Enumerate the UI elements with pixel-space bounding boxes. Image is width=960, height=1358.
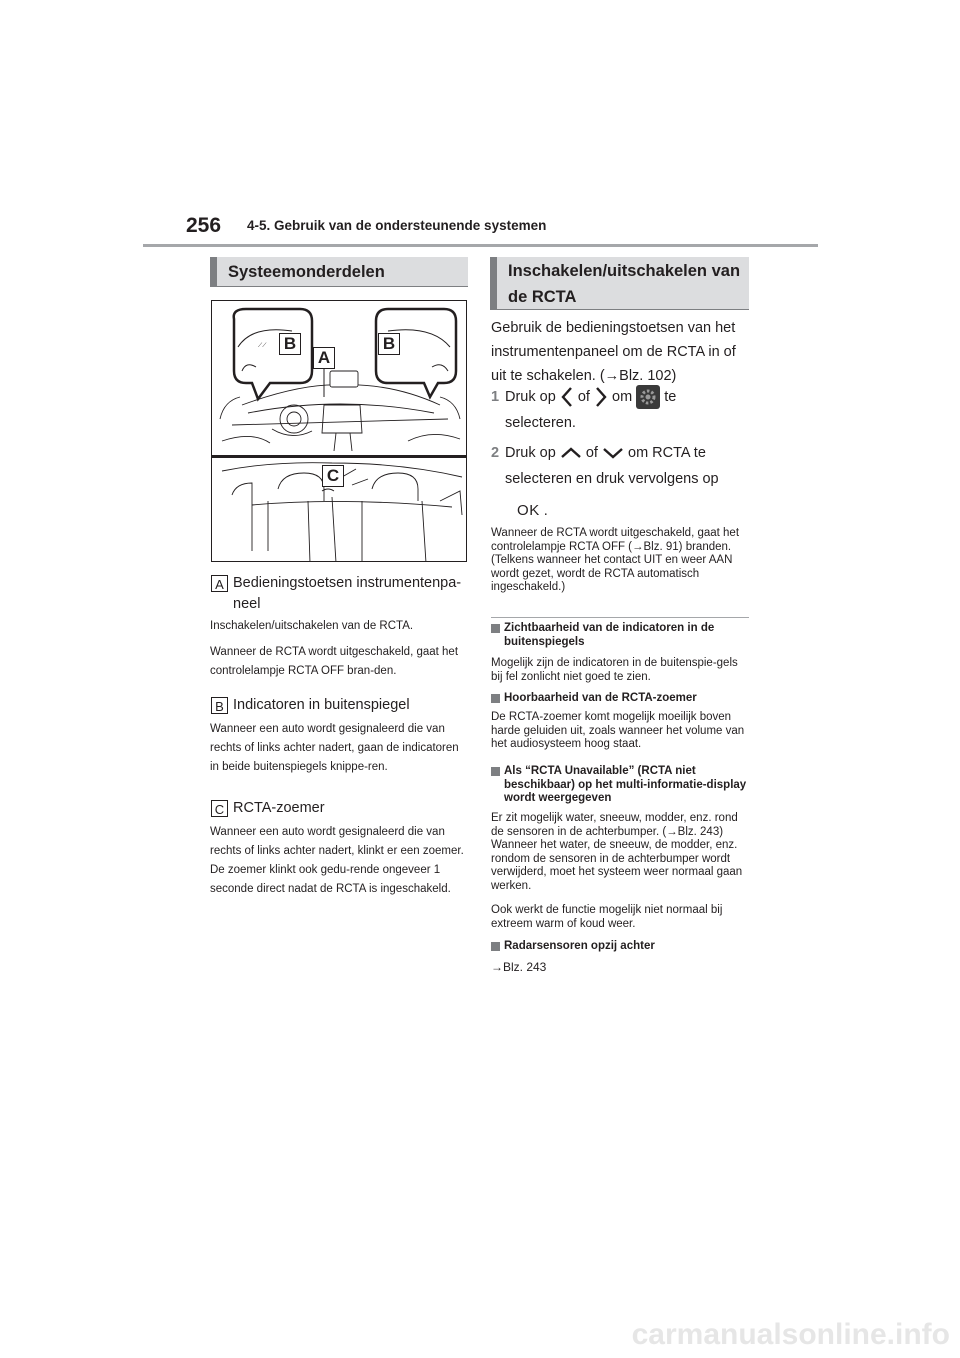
notes-divider [491, 617, 749, 618]
step-2 [491, 440, 749, 524]
item-a [211, 573, 469, 615]
section-heading-inschakelen [490, 257, 749, 309]
item-c [211, 798, 469, 819]
item-b-paragraph-1: Wanneer een auto wordt gesignaleerd die van rechts of links achter nadert, gaan de indicatoren in beide buitenspiegels knippe-ren. [210, 723, 459, 773]
item-a-paragraph-1: Inschakelen/uitschakelen van de RCTA. [210, 620, 414, 632]
letter-box-a: A [211, 575, 228, 592]
note-1-text: Mogelijk zijn de indicatoren in de buitenspie-gels bij fel zonlicht niet goed te zien. [491, 657, 738, 683]
note-bullet-square [491, 942, 500, 951]
step-1-om: om [612, 389, 633, 405]
chevron-up-icon [560, 446, 582, 460]
header-divider [143, 244, 818, 247]
chevron-left-icon [560, 386, 574, 408]
item-b-title: Indicatoren in buitenspiegel [233, 697, 410, 713]
note-2-title: Hoorbaarheid van de RCTA-zoemer [491, 692, 749, 706]
note-4-text: →Blz. 243 [491, 960, 547, 974]
item-a-title-line1: Bedieningstoetsen instrumentenpa- [233, 575, 462, 591]
car-interior-illustration [212, 301, 467, 562]
section-heading-systeemonderdelen: Systeemonderdelen [210, 257, 468, 286]
step-1-post: te [664, 389, 677, 405]
item-a-paragraph-2: Wanneer de RCTA wordt uitgeschakeld, gaat het controlelampje RCTA OFF bran-den. [210, 646, 459, 677]
section-heading-line1: Inschakelen/uitschakelen van [508, 262, 741, 280]
settings-gear-icon [636, 385, 660, 409]
step-1-pre: Druk op [505, 389, 556, 405]
step-2-end: . [543, 503, 548, 519]
intro-paragraph: Gebruik de bedieningstoetsen van het instrumentenpaneel om de RCTA in of uit te schakelen. (→Blz. 102) [491, 320, 736, 384]
step-1-number: 1 [491, 389, 500, 405]
step-2-number: 2 [491, 445, 500, 461]
figure-label-a: A [313, 347, 335, 369]
step-1 [491, 384, 749, 436]
letter-box-b: B [211, 697, 228, 714]
figure-label-b-left: B [279, 333, 301, 355]
ok-button-icon: OK [517, 502, 540, 519]
letter-box-c: C [211, 800, 228, 817]
note-3-text-2: Ook werkt de functie mogelijk niet normaal bij extreem warm of koud weer. [491, 904, 723, 930]
note-1-title: Zichtbaarheid van de indicatoren in de buitenspiegels [491, 622, 749, 649]
chevron-right-icon [594, 386, 608, 408]
item-a-title-line2: neel [233, 596, 261, 612]
note-bullet-square [491, 694, 500, 703]
rcta-off-note: Wanneer de RCTA wordt uitgeschakeld, gaat het controlelampje RCTA OFF (→Blz. 91) branden. (Telkens wanneer het contact UIT en weer AAN wordt gezet, wordt de RCTA automatisch ingeschakeld.) [491, 527, 740, 593]
figure-label-c: C [322, 465, 344, 487]
item-b [211, 695, 469, 716]
chapter-title: 4-5. Gebruik van de ondersteunende systemen [247, 218, 547, 233]
item-c-title: RCTA-zoemer [233, 800, 325, 816]
svg-text:⟋⟋: ⟋⟋ [258, 342, 267, 349]
item-c-paragraph-1: Wanneer een auto wordt gesignaleerd die van rechts of links achter nadert, klinkt er een zoemer. De zoemer klinkt ook gedu-rende ongeveer 1 seconde direct nadat de RCTA is ingeschakeld. [210, 826, 464, 895]
section-heading-underline-right [490, 309, 749, 310]
section-heading-line2: de RCTA [508, 288, 577, 306]
step-2-post: om RCTA te [628, 445, 706, 461]
step-2-of: of [585, 445, 598, 461]
site-watermark: carmanualsonline.info [631, 1318, 950, 1351]
note-2-text: De RCTA-zoemer komt mogelijk moeilijk boven harde geluiden uit, zoals wanneer het volume van het audiosysteem hoog staat. [491, 711, 745, 750]
page-number: 256 [186, 214, 222, 237]
step-1-of: of [577, 389, 590, 405]
figure-label-b-right: B [378, 333, 400, 355]
step-2-line2: selecteren en druk vervolgens op [505, 471, 719, 487]
note-4-title: Radarsensoren opzij achter [491, 940, 749, 954]
system-components-figure [211, 300, 467, 562]
note-bullet-square [491, 767, 500, 776]
note-3-text: Er zit mogelijk water, sneeuw, modder, enz. rond de sensoren in de achterbumper. (→Blz. 243) Wanneer het water, de sneeuw, de modder, enz. rondom de sensoren in de achterbumper wordt verwijderd, moet het systeem weer normaal gaan werken. [491, 812, 743, 892]
note-3-title: Als “RCTA Unavailable” (RCTA niet beschikbaar) op het multi-informatie-display wordt weergegeven [491, 765, 749, 806]
chevron-down-icon [602, 446, 624, 460]
step-2-pre: Druk op [505, 445, 556, 461]
step-1-line2: selecteren. [505, 415, 576, 431]
figure-divider [212, 455, 467, 458]
section-heading-underline [210, 286, 468, 287]
note-bullet-square [491, 624, 500, 633]
